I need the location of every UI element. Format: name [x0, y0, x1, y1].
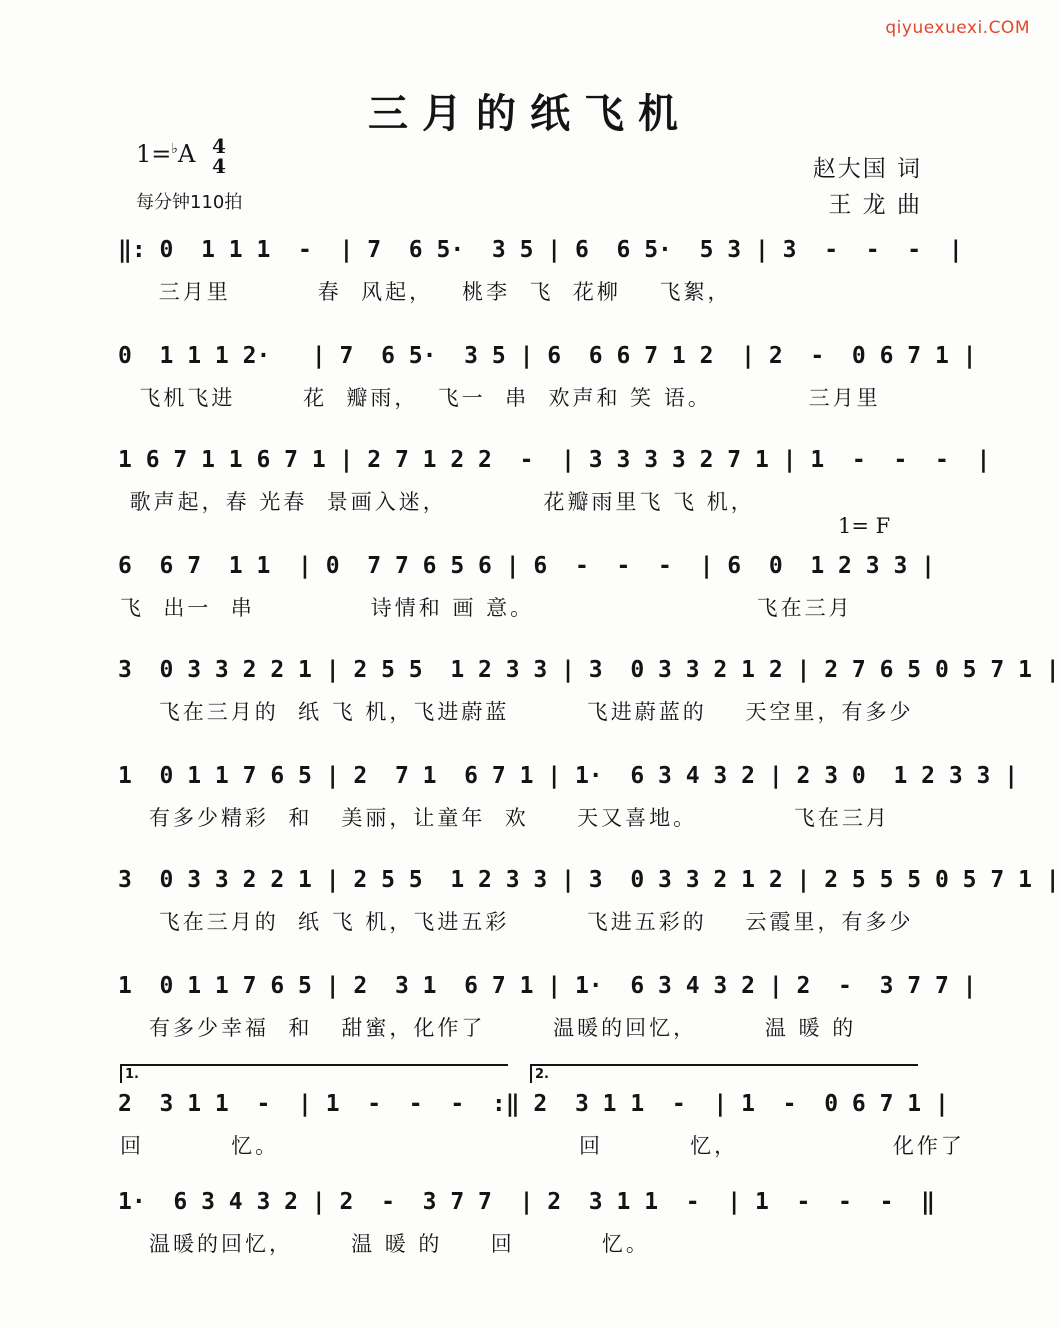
notation-line: 0 1 1 1 2· | 7 6 5· 3 5 | 6 6 6 7 1 2 | 2 - 0 6 7 1 | — [118, 343, 977, 369]
volta-1: 1. — [120, 1064, 508, 1083]
notation-line: ‖: 0 1 1 1 - | 7 6 5· 3 5 | 6 6 5· 5 3 | 3 - - - | — [118, 237, 963, 263]
lyric-line: 回 忆。 回 忆， 化作了 — [120, 1134, 965, 1158]
lyric-line: 有多少幸福 和 甜蜜，化作了 温暖的回忆， 温 暖 的 — [120, 1016, 857, 1040]
notation-line: 1 0 1 1 7 6 5 | 2 3 1 6 7 1 | 1· 6 3 4 3 2 | 2 - 3 7 7 | — [118, 973, 977, 999]
time-top: 4 — [212, 134, 226, 158]
staff-1 — [0, 232, 1060, 316]
time-bottom: 4 — [212, 154, 226, 178]
composer-credit: 王 龙 曲 — [828, 192, 922, 218]
key-note: A — [178, 140, 196, 168]
lyric-line: 有多少精彩 和 美丽，让童年 欢 天又喜地。 飞在三月 — [120, 806, 890, 830]
notation-line: 3 0 3 3 2 2 1 | 2 5 5 1 2 3 3 | 3 0 3 3 2 1 2 | 2 7 6 5 0 5 7 1 | — [118, 657, 1060, 683]
staff-5 — [0, 652, 1060, 736]
lyric-line: 飞 出一 串 诗情和 画 意。 飞在三月 — [120, 596, 853, 620]
notation-line: 3 0 3 3 2 2 1 | 2 5 5 1 2 3 3 | 3 0 3 3 2 1 2 | 2 5 5 5 0 5 7 1 | — [118, 867, 1060, 893]
staff-2 — [0, 338, 1060, 422]
flat-sign: ♭ — [171, 141, 178, 157]
lyric-line: 飞在三月的 纸 飞 机，飞进五彩 飞进五彩的 云霞里，有多少 — [120, 910, 914, 934]
staff-8 — [0, 968, 1060, 1052]
key-label: 1= — [136, 140, 172, 168]
time-signature — [212, 136, 226, 176]
modulation-marking: 1= F — [838, 514, 891, 538]
lyric-line: 飞在三月的 纸 飞 机，飞进蔚蓝 飞进蔚蓝的 天空里，有多少 — [120, 700, 914, 724]
song-title: 三月的纸飞机 — [368, 90, 692, 137]
notation-line: 1 6 7 1 1 6 7 1 | 2 7 1 2 2 - | 3 3 3 3 2 7 1 | 1 - - - | — [118, 447, 991, 473]
staff-9 — [0, 1086, 1060, 1170]
notation-line: 2 3 1 1 - | 1 - - - :‖ 2 3 1 1 - | 1 - 0 6 7 1 | — [118, 1091, 949, 1117]
key-signature — [136, 140, 195, 168]
volta-2: 2. — [530, 1064, 918, 1083]
lyric-line: 飞机飞进 花 瓣雨， 飞一 串 欢声和 笑 语。 三月里 — [120, 386, 881, 410]
staff-6 — [0, 758, 1060, 842]
tempo-marking: 每分钟110拍 — [136, 192, 243, 213]
watermark: qiyuexuexi.COM — [885, 18, 1030, 38]
staff-3 — [0, 442, 1060, 526]
notation-line: 6 6 7 1 1 | 0 7 7 6 5 6 | 6 - - - | 6 0 1 2 3 3 | — [118, 553, 935, 579]
lyricist-credit: 赵大国 词 — [812, 156, 922, 182]
staff-4 — [0, 548, 1060, 632]
lyric-line: 歌声起，春 光春 景画入迷， 花瓣雨里飞 飞 机， — [120, 490, 755, 514]
notation-line: 1 0 1 1 7 6 5 | 2 7 1 6 7 1 | 1· 6 3 4 3 2 | 2 3 0 1 2 3 3 | — [118, 763, 1019, 789]
lyric-line: 三月里 春 风起， 桃李 飞 花柳 飞絮， — [120, 280, 732, 304]
staff-10 — [0, 1184, 1060, 1268]
lyric-line: 温暖的回忆， 温 暖 的 回 忆。 — [120, 1232, 650, 1256]
notation-line: 1· 6 3 4 3 2 | 2 - 3 7 7 | 2 3 1 1 - | 1 - - - ‖ — [118, 1189, 935, 1215]
staff-7 — [0, 862, 1060, 946]
